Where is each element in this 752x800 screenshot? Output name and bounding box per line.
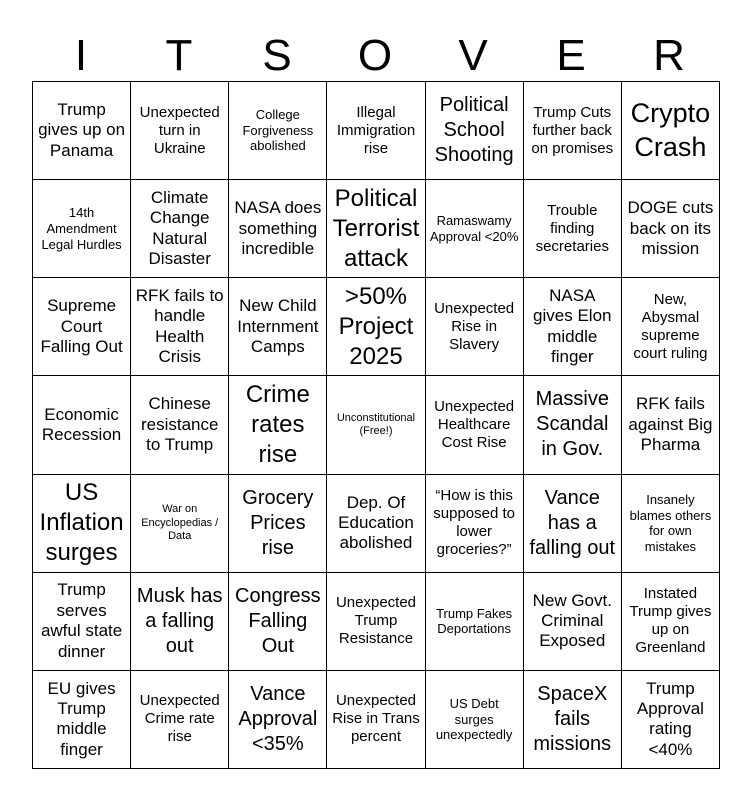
bingo-cell-text: EU gives Trump middle finger	[47, 678, 116, 759]
bingo-cell-text: Unexpected Trump Resistance	[335, 594, 417, 648]
bingo-cell-text: Unexpected turn in Ukraine	[139, 103, 220, 157]
bingo-cell[interactable]	[524, 82, 622, 180]
bingo-cell[interactable]	[327, 475, 425, 573]
bingo-cell-text: Vance has a falling out	[529, 486, 616, 559]
bingo-cell[interactable]	[426, 82, 524, 180]
bingo-cell-text: Musk has a falling out	[136, 584, 223, 657]
bingo-cell-text: Unexpected Healthcare Cost Rise	[434, 397, 515, 451]
bingo-cell[interactable]	[524, 475, 622, 573]
bingo-cell-text: NASA does something incredible	[234, 198, 322, 258]
bingo-cell-text: War on Encyclopedias / Data	[141, 503, 219, 542]
bingo-cell[interactable]	[229, 82, 327, 180]
bingo-cell-text: Massive Scandal in Gov.	[535, 388, 609, 461]
bingo-cell[interactable]	[131, 671, 229, 769]
bingo-cell[interactable]	[33, 475, 131, 573]
bingo-cell-text: Insanely blames others for own mistakes	[629, 491, 712, 554]
bingo-cell[interactable]	[131, 376, 229, 474]
bingo-cell-text: RFK fails to handle Health Crisis	[135, 286, 224, 367]
header-letter: R	[653, 31, 685, 80]
bingo-cell-text: Illegal Immigration rise	[336, 103, 416, 157]
bingo-cell-text: Instated Trump gives up on Greenland	[629, 585, 712, 657]
bingo-cell[interactable]	[327, 278, 425, 376]
header-letter: T	[165, 31, 193, 80]
bingo-cell[interactable]	[327, 671, 425, 769]
bingo-cell[interactable]	[327, 376, 425, 474]
bingo-cell[interactable]	[131, 475, 229, 573]
bingo-cell-text: >50% Project 2025	[338, 282, 414, 370]
bingo-cell[interactable]	[622, 278, 720, 376]
bingo-cell-text: Political Terrorist attack	[332, 184, 420, 272]
bingo-cell[interactable]	[229, 573, 327, 671]
bingo-cell-text: New Child Internment Camps	[237, 296, 319, 357]
bingo-cell-text: Chinese resistance to Trump	[140, 394, 219, 455]
bingo-cell[interactable]	[524, 376, 622, 474]
header-letter: O	[357, 31, 393, 80]
header-letter: S	[262, 31, 292, 80]
bingo-cell-text: SpaceX fails missions	[533, 682, 612, 755]
bingo-cell-text: Unexpected Rise in Trans percent	[332, 692, 420, 746]
bingo-cell-text: Vance Approval <35%	[238, 682, 318, 755]
bingo-cell[interactable]	[622, 475, 720, 573]
bingo-board	[32, 81, 720, 769]
bingo-cell-text: Unconstitutional (Free!)	[336, 411, 416, 437]
bingo-cell-text: Trump Fakes Deportations	[436, 605, 513, 637]
bingo-cell-text: Climate Change Natural Disaster	[148, 187, 211, 269]
bingo-cell-text: Trump gives up on Panama	[38, 99, 126, 160]
bingo-cell-text: Unexpected Crime rate rise	[139, 692, 220, 746]
bingo-cell-text: Trouble finding secretaries	[535, 201, 609, 255]
bingo-cell-text: US Inflation surges	[39, 479, 124, 567]
bingo-cell-text: Economic Recession	[41, 404, 122, 444]
bingo-cell-text: Trump Approval rating <40%	[636, 678, 704, 759]
bingo-cell[interactable]	[524, 671, 622, 769]
bingo-cell[interactable]	[426, 376, 524, 474]
bingo-cell-text: Congress Falling Out	[235, 584, 321, 657]
bingo-cell-text: Dep. Of Education abolished	[338, 492, 414, 553]
bingo-cell[interactable]	[426, 671, 524, 769]
bingo-cell-text: Supreme Court Falling Out	[40, 296, 123, 357]
bingo-cell[interactable]	[622, 671, 720, 769]
bingo-cell[interactable]	[229, 180, 327, 278]
bingo-cell-text: New, Abysmal supreme court ruling	[633, 290, 708, 362]
bingo-cell[interactable]	[426, 278, 524, 376]
bingo-cell[interactable]	[327, 573, 425, 671]
bingo-cell-text: US Debt surges unexpectedly	[435, 696, 513, 743]
bingo-cell-text: Trump Cuts further back on promises	[531, 103, 614, 157]
bingo-cell[interactable]	[229, 671, 327, 769]
bingo-cell[interactable]	[229, 376, 327, 474]
bingo-cell-text: RFK fails against Big Pharma	[628, 394, 713, 455]
bingo-cell[interactable]	[33, 376, 131, 474]
bingo-cell-text: DOGE cuts back on its mission	[627, 198, 714, 258]
bingo-cell-text: 14th Amendment Legal Hurdles	[41, 205, 122, 252]
bingo-cell[interactable]	[229, 278, 327, 376]
bingo-cell[interactable]	[622, 376, 720, 474]
bingo-cell[interactable]	[33, 82, 131, 180]
bingo-cell-text: Crypto Crash	[630, 97, 711, 162]
bingo-cell[interactable]	[426, 475, 524, 573]
header-letter: E	[556, 31, 586, 80]
bingo-cell[interactable]	[131, 278, 229, 376]
bingo-cell-text: College Forgiveness abolished	[242, 107, 314, 154]
bingo-cell[interactable]	[622, 82, 720, 180]
bingo-cell-text: Trump serves awful state dinner	[40, 580, 123, 661]
bingo-cell[interactable]	[524, 278, 622, 376]
bingo-cell-text: New Govt. Criminal Exposed	[532, 590, 612, 651]
bingo-header	[32, 30, 718, 82]
bingo-cell[interactable]	[33, 278, 131, 376]
bingo-cell[interactable]	[33, 180, 131, 278]
bingo-cell[interactable]	[524, 180, 622, 278]
bingo-cell-text: Ramaswamy Approval <20%	[429, 213, 519, 244]
bingo-cell[interactable]	[327, 82, 425, 180]
bingo-cell[interactable]	[327, 180, 425, 278]
bingo-cell[interactable]	[622, 180, 720, 278]
bingo-cell[interactable]	[33, 671, 131, 769]
bingo-cell-text: Crime rates rise	[245, 380, 310, 468]
bingo-cell[interactable]	[131, 82, 229, 180]
bingo-cell-text: Grocery Prices rise	[242, 486, 314, 559]
bingo-cell[interactable]	[33, 573, 131, 671]
header-letter: I	[74, 31, 88, 80]
bingo-cell[interactable]	[229, 475, 327, 573]
header-letter: V	[458, 31, 488, 80]
bingo-cell-text: Unexpected Rise in Slavery	[434, 299, 515, 353]
bingo-cell[interactable]	[131, 573, 229, 671]
bingo-cell-text: “How is this supposed to lower groceries?”	[433, 487, 515, 559]
bingo-cell[interactable]	[622, 573, 720, 671]
bingo-cell-text: NASA gives Elon middle finger	[533, 286, 612, 367]
bingo-cell[interactable]	[524, 573, 622, 671]
bingo-cell[interactable]	[426, 180, 524, 278]
bingo-cell[interactable]	[426, 573, 524, 671]
bingo-cell[interactable]	[131, 180, 229, 278]
bingo-cell-text: Political School Shooting	[434, 94, 514, 167]
